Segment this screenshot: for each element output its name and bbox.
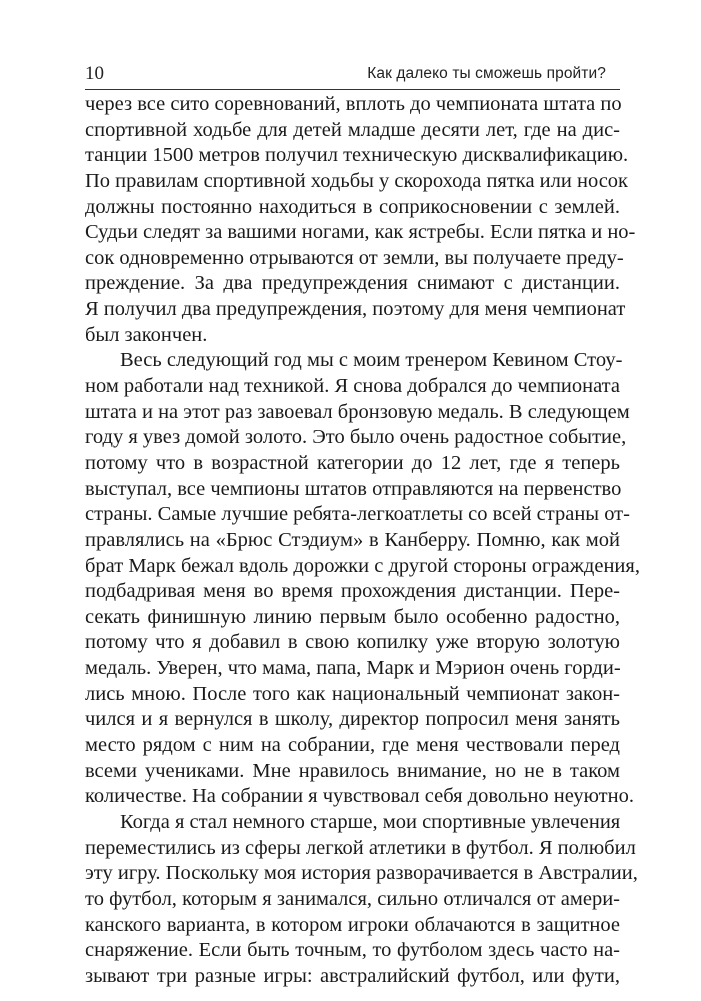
paragraph-3 [85, 810, 638, 989]
text-line: Я получил два предупреждения, поэтому для меня чемпионат [85, 298, 626, 321]
text-line: зывают три разные игры: австралийский футбол, или фути, [85, 964, 620, 987]
text-line: ном работали над техникой. Я снова добрался до чемпионата [85, 375, 620, 398]
text-line: Когда я стал немного старше, мои спортивные увлечения [120, 810, 621, 833]
text-line: всеми учениками. Мне нравилось внимание, но не в таком [85, 759, 620, 782]
text-line: место рядом с ним на собрании, где меня чествовали перед [85, 734, 620, 757]
text-line: танции 1500 метров получил техническую дисквалификацию. [85, 144, 629, 167]
text-line: эту игру. Поскольку моя история разворачивается в Австралии, [85, 862, 638, 885]
text-line: году я увез домой золото. Это было очень радостное событие, [85, 426, 627, 449]
text-line: страны. Самые лучшие ребята-легкоатлеты со всей страны от- [85, 503, 630, 526]
page-header [85, 62, 620, 86]
text-line: канского варианта, в котором игроки облачаются в защитное [85, 913, 620, 936]
paragraph-1 [85, 92, 636, 348]
text-line: брат Марк бежал вдоль дорожки с другой стороны ограждения, [85, 554, 640, 577]
text-line: выступал, все чемпионы штатов отправляются на первенство [85, 477, 622, 500]
text-line: количестве. На собрании я чувствовал себя довольно неуютно. [85, 785, 634, 808]
text-line: подбадривая меня во время прохождения дистанции. Пере- [85, 580, 620, 603]
text-line: чился и я вернулся в школу, директор попросил меня занять [85, 708, 620, 731]
text-line: По правилам спортивной ходьбы у скорохода пятка или носок [85, 169, 629, 192]
text-line: то футбол, которым я занимался, сильно отличался от амери- [85, 887, 620, 910]
text-line: снаряжение. Если быть точным, то футболом здесь часто на- [85, 939, 620, 962]
paragraph-2 [85, 348, 640, 810]
text-line: переместились из сферы легкой атлетики в футбол. Я полюбил [85, 836, 636, 859]
text-line: медаль. Уверен, что мама, папа, Марк и Мэрион очень горди- [85, 657, 621, 680]
text-line: штата и на этот раз завоевал бронзовую медаль. В следующем [85, 400, 630, 423]
text-line: преждение. За два предупреждения снимают с дистанции. [85, 272, 620, 295]
header-divider [85, 89, 620, 90]
text-line: секать финишную линию первым было особенно радостно, [85, 605, 620, 628]
text-line: правлялись на «Брюс Стэдиум» в Канберру. Помню, как мой [85, 528, 620, 551]
text-line: спортивной ходьбе для детей младше десяти лет, где на дис- [85, 118, 620, 141]
text-line: через все сито соревнований, вплоть до чемпионата штата по [85, 93, 622, 115]
text-line: Весь следующий год мы с моим тренером Кевином Стоу- [120, 349, 623, 372]
text-line: сок одновременно отрываются от земли, вы получаете преду- [85, 246, 624, 269]
text-line: лись мною. После того как национальный чемпионат закон- [85, 682, 620, 705]
page-number: 10 [85, 63, 104, 84]
running-title: Как далеко ты сможешь пройти? [367, 65, 606, 82]
text-line: был закончен. [85, 323, 208, 346]
body-text [85, 92, 640, 989]
text-line: потому что я добавил в свою копилку уже вторую золотую [85, 631, 620, 654]
text-line: Судьи следят за вашими ногами, как ястребы. Если пятка и но- [85, 221, 636, 244]
text-line: потому что в возрастной категории до 12 лет, где я теперь [85, 451, 620, 474]
text-line: должны постоянно находиться в соприкосновении с землей. [85, 195, 620, 218]
